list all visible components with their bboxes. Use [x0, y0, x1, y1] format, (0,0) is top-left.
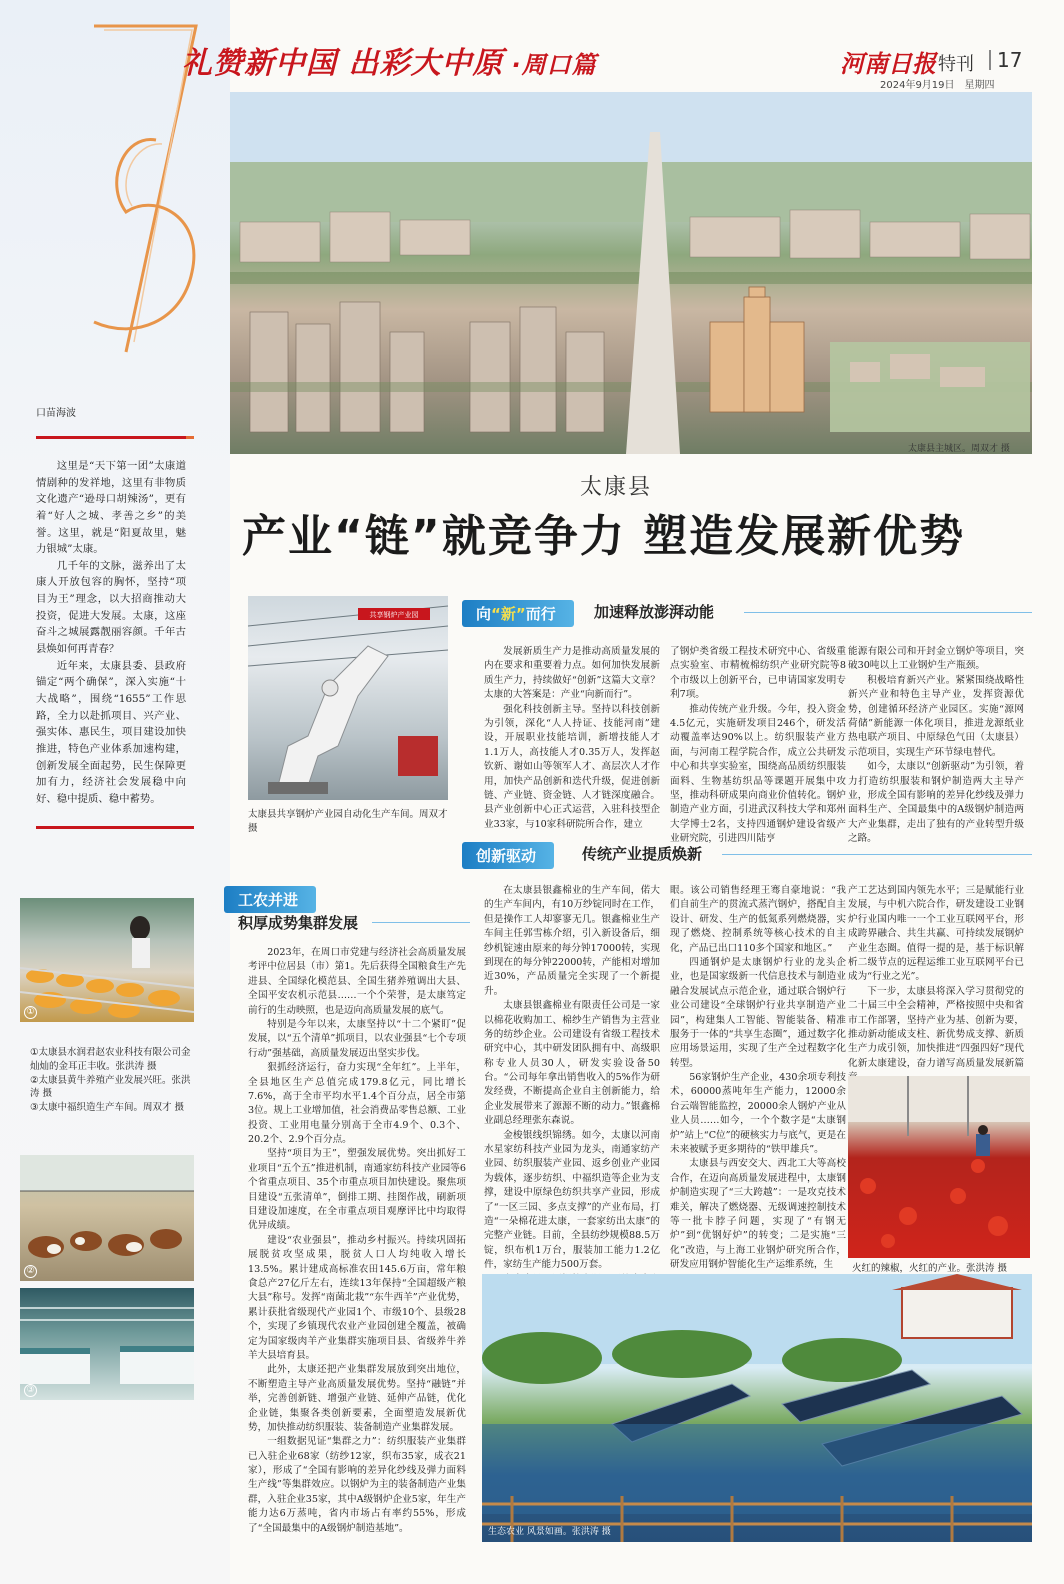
section-tag-innovation: 创新驱动	[462, 842, 554, 869]
intro-top-rule	[36, 436, 194, 439]
s2-column-2: 眼。该公司销售经理王骞自豪地说：“我们自前生产的贯流式蒸汽钢炉，搭配自主设计、研发、生产的低氮系列燃烧器，实现了燃烧、控制系统等核心技术的自主化，产品已出口110多个国家和地区。” 四通钢炉是太康钢炉行业的龙头企业，也是国家级新一代信息技术与制造业融合发展试点示范企业，通过联合钢炉行业公司建设“全球钢炉行业共享制造产业园”，构建集人工智能、智能装备、精准服务于一体的“共享生态圈”，通过数字化应用场景运用，实现了生产全过程数字化转型。 56家钢炉生产企业，430余项专利技术，60000蒸吨年生产能力，12000余台云端智能监控，20000余人钢炉产业从业人员……如今，一个个数字是“太康钢炉”站上“C位”的硬核实力与底气，更是在未来被赋予更多期待的“铁甲雄兵”。 太康县与西安交大、西北工大等高校合作，在迈向高质量发展进程中，太康钢炉制造实现了“三大跨越”：一是攻克技术难关，解决了燃烧器、无级调速控制技术等一批卡脖子问题，实现了“有钢无炉”到“优钢好炉”的转变；二是实施“三化”改造，与上海工业钢炉研究所合作，研发应用钢炉智能化生产运维系统，生	[670, 885, 846, 1271]
section-rule-1	[744, 612, 1032, 613]
robot-photo-caption: 太康县共享钢炉产业园自动化生产车间。周双才 摄	[248, 809, 448, 834]
caption-photo-2: ②太康县黄牛养殖产业发展兴旺。张洪涛 摄	[30, 1074, 191, 1100]
s1-column-1: 发展新质生产力是推动高质量发展的内在要求和重要着力点。如何加快发展新质生产力，持续做好“创新”这篇大文章？太康的大答案是：产业“向新而行”。 强化科技创新主导。坚持以科技创新为引领，深化“人人持证、技能河南”建设，开展职业技能培训，新增技能人才1.1万人，高技能人才0.35万人，发挥赵钦新、谢如山等领军人才、高层次人才作用，加快产品创新和迭代升级，促进创新链、产业链、资金链、人才链深度融合。县产业创新中心正式运营，入驻科技型企业33家，与10家科研院所合作，建立	[484, 646, 660, 830]
robot-banner-text: 共享钢炉产业园	[369, 611, 419, 619]
intro-text	[36, 458, 186, 807]
s2-column-3: 产工艺达到国内领先水平；三是赋能行业发展，与中机六院合作，研发建设工业钢炉行业国内唯一一个工业互联网平台，形成跨界融合、共生共赢、可持续发展钢炉产业生态圈。值得一提的是，基于标识解析二级节点的远程运维工业互联网平台已成为“行业之光”。 下一步，太康县将深入学习贯彻党的二十届三中全会精神，严格按照中央和省市工作部署，坚持产业为基、创新为要，推动新动能成支柱、新优势成支撑、新质生产力成引领，加快推进“四强四好”现代化新太康建设，奋力谱写高质量发展新篇	[848, 885, 1024, 1069]
s2-column-1: 在太康县银鑫棉业的生产车间，偌大的生产车间内，有10万纱锭同时在工作，但是操作工人却寥寥无几。银鑫棉业生产车间主任郭雪栋介绍，引入新设备后，细纱机锭速由原来的每分钟17000转，实现到现在的每分钟22000转，产能相对增加近30%，产品质量完全实现了一个新提升。 太康县银鑫棉业有限责任公司是一家以棉花收购加工、棉纱生产销售为主营业务的纺纱企业。公司建设有省级工程技术研究中心，其中研发团队拥有中、高级职称专业人员30人，研发实验设备50台。“公司每年拿出销售收入的5%作为研发经费，不断提高企业自主创新能力，给企业发展带来了源源不断的动力。”银鑫棉业副总经理张东森说。 金梭银线织锦绣。如今，太康以河南水星家纺科技产业园为龙头，南通家纺产业园、纺织服装产业园、返乡创业产业园为载体，逐步纺织、中福织造等企业为支撑，建设中原绿色纺织共享产业园，形成了“一区三园、多点支撑”的产业布局，打造“一朵棉花进太康，一套家纺出太康”的完整产业链。目前，全县纺纱规模88.5万锭，织布机1万台，服装加工能力1.2亿件，家纺生产能力500万套。	[484, 885, 660, 1271]
robot-workshop-photo	[248, 596, 448, 800]
s1-column-2: 了钢炉类省级工程技术研究中心、省级重点实验室、市精梳棉纺织产业研究院等8个市级以上创新平台，已申请国家发明专利7项。 推动传统产业升级。今年，投入资金4.5亿元，实施研发项目246个，研发活动覆盖率达90%以上。纺织服装产业方面，与河南工程学院合作，成立公共研发中心和共享实验室，围绕高品质纺织服装面料、生物基纺织品等课题开展集中攻坚，推动科研成果向商业价值转化。钢炉制造产业方面，引进武汉科技大学和郑州大学博士2名，支持四通钢炉建设省级产业研究院，引进四川陆亨	[670, 646, 846, 845]
pepper-photo	[848, 1076, 1030, 1258]
newspaper-logo: 河南日报	[840, 49, 936, 78]
photo-number-1: ①	[24, 1006, 37, 1019]
header-divider	[989, 50, 991, 70]
solar-pond-photo	[482, 1274, 1032, 1542]
photo-number-3: ③	[24, 1384, 37, 1397]
intro-accent	[186, 436, 194, 439]
section-subtitle-3: 积厚成势集群发展	[238, 914, 359, 932]
intro-paragraph: 几千年的文脉，滋养出了太康人开放包容的胸怀，坚持“项目为王”理念，以大招商推动大投资，促进大发展。太康，这座奋斗之城展露靓丽容颜。千年古县焕如何再青春？	[36, 559, 186, 656]
issue-date: 2024年9月19日 星期四	[880, 80, 995, 91]
left-photo-textile-workshop	[20, 1288, 194, 1400]
left-photos-captions	[30, 1046, 192, 1115]
caption-photo-1: ①太康县水润君赵农业科技有限公司金灿灿的金耳正丰收。张洪涛 摄	[30, 1047, 191, 1072]
intro-paragraph: 近年来，太康县委、县政府锚定“两个确保”，深入实施“十大战略”，围绕“1655”工作思路，全力以赴抓项目、兴产业、强实体、惠民生，项目建设加快推进，特色产业体系加速构建，创新发展全面起势，民生保障更加有力，经济社会发展稳中向好、稳中提质、稳中蓄势。	[36, 659, 186, 805]
hero-photo-caption: 太康县主城区。周双才 摄	[908, 444, 1010, 454]
section-subtitle-1: 加速释放澎湃动能	[594, 603, 715, 621]
page-number: 17	[997, 48, 1023, 72]
section-rule-2	[722, 854, 1032, 855]
special-edition-label: 特刊	[938, 54, 974, 75]
pepper-photo-caption: 火红的辣椒，火红的产业。张洪涛 摄	[852, 1263, 1008, 1274]
s3-column-1: 2023年，在周口市党建与经济社会高质量发展考评中位居县（市）第1。先后获得全国粮食生产先进县、全国绿化模范县、全国生猪养殖调出大县、全国平安农机示范县……一个个荣誉，是太康笃定前行的生动映照，也是迈向高质量发展的底气。 特别是今年以来，太康坚持以“十二个紧盯”促发展，以“五个清单”抓项目，以农业强县“七个专项行动”强基础，高质量发展迈出坚实步伐。 狠抓经济运行，奋力实现“全年红”。上半年，全县地区生产总值完成179.8亿元，同比增长7.6%，高于全市平均水平1.4个百分点，居全市第3位。规上工业增加值，社会消费品零售总额、工业投资、工业用电量分别高于全市4.9个、0.3个、20.2个、2.9个百分点。 坚持“项目为王”，塑强发展优势。突出抓好工业项目“五个五”推进机制，南通家纺科技产业园等6个省重点项目、35个市重点项目加快建设。聚焦项目建设“五张清单”，倒排工期、挂图作战，刷新项目建设加速度，在全市重点项目观摩评比中均取得优异成绩。 建设“农业强县”，推动乡村振兴。持续巩固拓展脱贫攻坚成果，脱贫人口人均纯收入增长13.5%。累计建成高标准农田145.6万亩，常年粮食总产27亿斤左右，连续13年保持“全国超级产粮大县”称号。发挥“南菌北栽”“东牛西羊”产业优势，累计获批省级现代产业园1个、市级10个、县级28个，实现了乡镇现代农业产业园创建全覆盖，被确定为国家级肉羊产业集群实施项目县、省级养牛养羊大县培育县。 此外，太康还把产业集群发展放到突出地位，不断塑造主导产业高质量发展优势。坚持“融链”并举，完善创新链、增强产业链、延伸产品链，优化企业链，集聚各类创新要素，全面塑造发展新优势，加快推动纺织服装、装备制造产业集群发展。 一组数据见证“集群之力”：纺织服装产业集群已入驻企业68家（纺纱12家，织布35家，成衣21家），形成了“全国有影响的差异化纱线及弹力面料生产线”等集群效应。以钢炉为主的装备制造产业集群，入驻企业35家，其中A级钢炉企业5家，年生产能力达6万蒸吨，省内市场占有率约55%，形成了“全国最集中的A级钢炉制造基地”。	[248, 947, 466, 1534]
s1-column-3: 能源有限公司和开封金立钢炉等项目，突破30吨以上工业钢炉生产瓶颈。 积极培育新兴产业。紧紧围绕战略性新兴产业和特色主导产业，发挥资源优势，创建循环经济产业园区。实施“源网荷储”新能源一体化项目，推进龙源纸业热电联产项目、中原绿色气田（太康县）示范项目，实现生产环节绿电替代。 如今，太康以“创新驱动”为引领，着力打造纺织服装和钢炉制造两大主导产业，形成全国有影响的差异化纱线及弹力面料生产、全国最集中的A级钢炉制造两大产业集群，走出了独有的产业转型升级之路。	[848, 646, 1024, 845]
left-photo-cattle	[20, 1155, 194, 1281]
section-tag-gongnong: 工农并进	[224, 886, 316, 913]
slogan: 礼赞新中国 出彩大中原 ·周口篇	[182, 46, 597, 81]
hero-city-photo	[230, 92, 1032, 454]
photo-number-2: ②	[24, 1265, 37, 1278]
caption-photo-3: ③太康中福织造生产车间。周双才 摄	[30, 1102, 185, 1114]
section-rule-3	[372, 922, 470, 923]
byline: 口苗海波	[36, 408, 76, 419]
intro-bottom-rule	[36, 826, 194, 829]
section-subtitle-2: 传统产业提质焕新	[582, 845, 703, 863]
intro-paragraph: 这里是“天下第一团”太康道情剧种的发祥地，这里有非物质文化遗产“逊母口胡辣汤”，更有着“好人之城、孝善之乡”的美誉。这里，就是“阳夏故里，魅力银城”太康。	[36, 460, 186, 556]
county-name: 太康县	[580, 475, 653, 500]
headline: 产业“链”就竞争力 塑造发展新优势	[242, 511, 966, 562]
left-photo-fungus	[20, 898, 194, 1022]
section-tag-xiangxin: 向“新”而行	[462, 600, 574, 627]
solar-photo-caption: 生态农业 风景如画。张洪涛 摄	[488, 1527, 611, 1537]
